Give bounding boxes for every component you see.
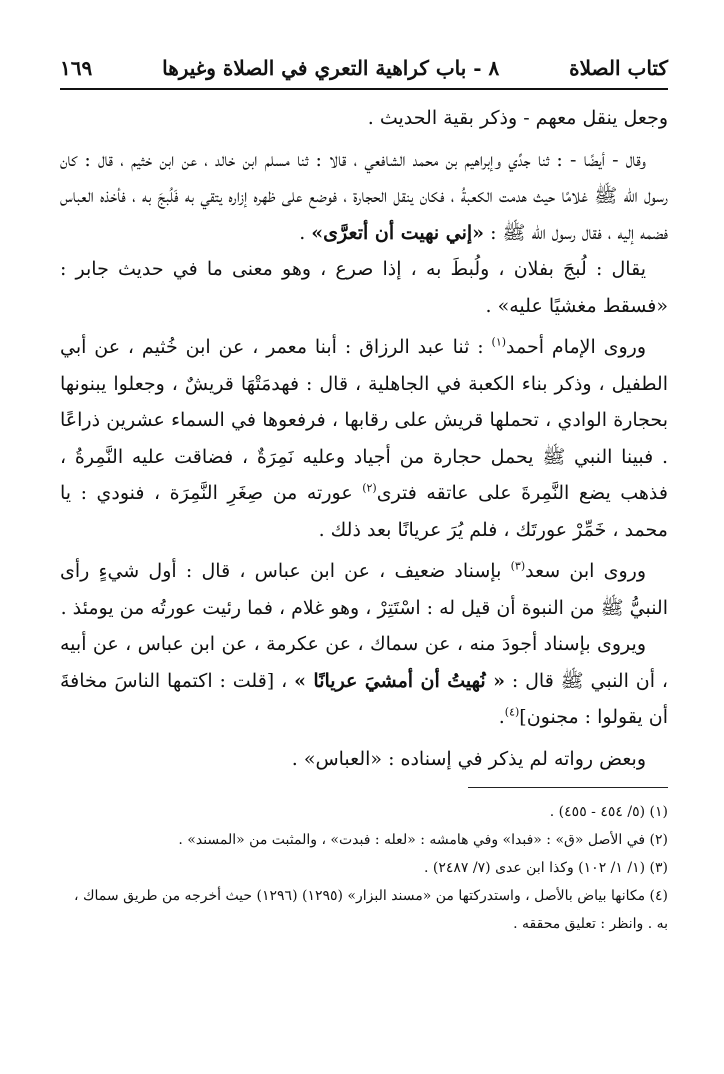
paragraph-6-text-b: ، [قلت : اكتمها الناسَ مخافةَ أن يقولوا : مجنون] — [60, 669, 668, 728]
hadith-quote-2: « نُهيتُ أن أمشيَ عريانًا » — [294, 669, 505, 692]
paragraph-2 — [60, 142, 668, 252]
paragraph-6-text-a: ويروى بإسناد أجودَ منه ، عن سماك ، عن عكرمة ، عن ابن عباس ، عن أبيه ، أن النبي ﷺ قال : — [60, 633, 668, 692]
page-header — [60, 48, 668, 90]
paragraph-3: يقال : لُبجَ بفلان ، ولُبطَ به ، إذا صرع ، وهو معنى ما في حديث جابر : «فسقط مغشيًا عليه» . — [60, 258, 668, 317]
footnote-ref-2: (٢) — [362, 481, 377, 495]
hadith-quote-1: «إني نهيت أن أتعرَّى» — [311, 221, 485, 244]
footnote-ref-4: (٤) — [504, 705, 520, 719]
book-title: كتاب الصلاة — [569, 56, 668, 80]
footnotes — [60, 798, 668, 938]
chapter-title: ٨ - باب كراهية التعري في الصلاة وغيرها — [162, 56, 500, 80]
paragraph-4-text-c: عورته من صِغَرِ النَّمِرَة ، فنودي : يا محمد ، خَمِّرْ عورتَك ، فلم يُرَ عريانًا بعد ذلك . — [60, 482, 668, 541]
page-number: ١٦٩ — [60, 56, 93, 80]
footnote-4: (٤) مكانها بياض بالأصل ، واستدركتها من «مسند البزار» (١٢٩٥) (١٢٩٦) حيث أخرجه من طريق سماك ، به . وانظر : تعليق محققه . — [74, 888, 668, 932]
paragraph-5-text-b: بإسناد ضعيف ، عن ابن عباس ، قال : أول شيءٍ رأى النبيُّ ﷺ من النبوة أن قيل له : اسْتَتِرْ ، وهو غلام ، فما رئيت عورتُه من يومئذ . — [60, 560, 668, 619]
paragraph-6 — [60, 626, 668, 736]
paragraph-1: وجعل ينقل معهم - وذكر بقية الحديث . — [367, 107, 668, 129]
paragraph-4-text-a: وروى الإمام أحمد — [506, 336, 646, 358]
paragraph-4-text-b: : ثنا عبد الرزاق : أبنا معمر ، عن ابن خُثيم ، عن أبي الطفيل ، وذكر بناء الكعبة في الجاهلية ، قال : فهدمَتْهَا قريشٌ ، وجعلوا يبنونها بحجارة الوادي ، تحملها قريش على رقابها ، فرفعوها في السماء عشرين ذراعًا . فبينا النبي ﷺ يحمل حجارة من أجياد وعليه نَمِرَةٌ ، فضاقت عليه النَّمِرةُ ، فذهب يضع النَّمِرةَ على عاتقه فترى — [60, 336, 668, 504]
paragraph-4 — [60, 329, 668, 548]
footnote-ref-1: (١) — [491, 335, 507, 349]
footnote-ref-3: (٣) — [510, 559, 526, 573]
paragraph-6-text-c: . — [498, 706, 505, 728]
paragraph-5-text-a: وروى ابن سعد — [525, 560, 646, 582]
book-page — [60, 48, 668, 1048]
footnote-1: (١) (٥/ ٤٥٤ - ٤٥٥) . — [549, 804, 668, 820]
footnote-2: (٢) في الأصل «ق» : «فبدا» وفي هامشه : «لعله : فبدت» ، والمثبت من «المسند» . — [178, 832, 668, 848]
footnote-divider — [468, 787, 668, 788]
paragraph-2-end: . — [299, 221, 312, 244]
paragraph-5 — [60, 553, 668, 626]
paragraph-2-text: وقال - أيضًا - : ثنا جدِّي وإبراهيم بن محمد الشافعي ، قالا : ثنا مسلم ابن خالد ، عن ابن خثيم ، قال : كان رسول الله ﷺ غلامًا حيث هدمت الكعبةُ ، فكان ينقل الحجارة ، فوضع على ظهره إزاره يتقي به فَلُبجَ به ، فأخذه العباس فضمه إليه ، فقال رسول الله ﷺ : — [60, 148, 668, 244]
paragraph-7: وبعض رواته لم يذكر في إسناده : «العباس» . — [291, 747, 646, 770]
footnote-3: (٣) (١/ ١/ ١٠٢) وكذا ابن عدى (٧/ ٢٤٨٧) . — [424, 860, 668, 876]
main-text — [60, 100, 668, 777]
